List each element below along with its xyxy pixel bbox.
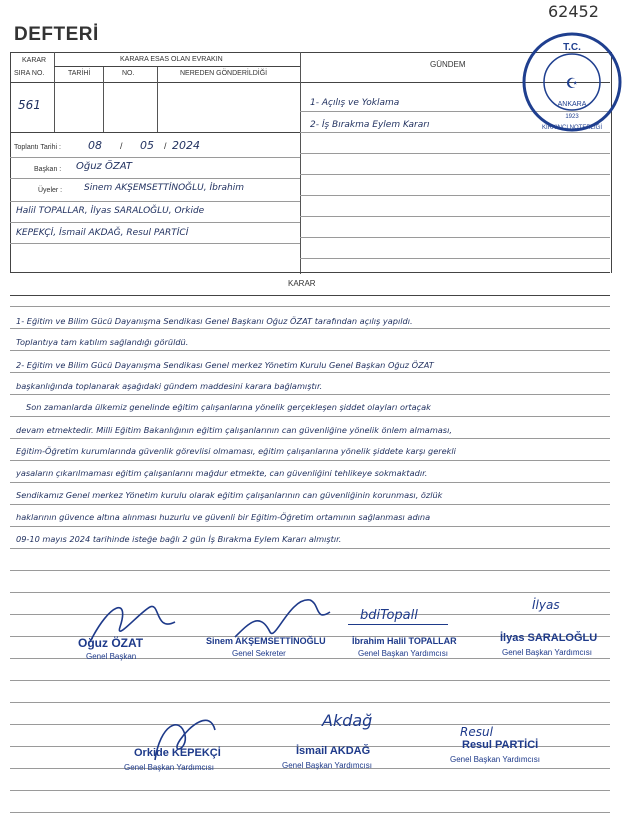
signature-1: [60, 592, 180, 672]
karar-line-7: Eğitim-Öğretim kurumlarında güvenlik görevlisi olmaması, eğitim çalışanlarına yönelik şiddete karşı gerekli: [16, 446, 456, 456]
karar-line-4: başkanlığında toplanarak aşağıdaki gündem maddesini karara bağlamıştır.: [16, 381, 323, 391]
signature-title-4: Genel Başkan Yardımcısı: [502, 648, 592, 657]
tarih-label: Toplantı Tarihi :: [14, 144, 61, 151]
ruled-line: [10, 482, 610, 483]
stamp-top: T.C.: [563, 42, 581, 53]
evrak-label: KARARA ESAS OLAN EVRAKIN: [120, 56, 223, 63]
signature-title-5: Genel Başkan Yardımcısı: [124, 763, 214, 772]
karar-line-11: 09-10 mayıs 2024 tarihinde isteğe bağlı 2 gün İş Bırakma Eylem Kararı almıştır.: [16, 534, 342, 544]
gundem-item-2: 2- İş Bırakma Eylem Kararı: [310, 120, 430, 130]
baskan-label: Başkan :: [34, 166, 62, 173]
gonderen-label: NEREDEN GÖNDERİLDİĞİ: [180, 70, 268, 77]
stamp-bottom: KIRKINCI NOTERLİĞİ: [541, 125, 603, 131]
signature-name-1: Oğuz ÖZAT: [78, 636, 144, 650]
signature-name-4: İlyas SARALOĞLU: [500, 632, 598, 644]
ruled-line: [10, 702, 610, 703]
tarih-month: 05: [140, 139, 154, 152]
signature-name-5: Orkide KEPEKÇİ: [134, 747, 221, 759]
signature-scribble-3: bdiTopall: [360, 608, 418, 623]
date-separator: /: [120, 141, 123, 151]
ruled-line: [10, 306, 610, 307]
sira-no-label: SIRA NO.: [14, 70, 45, 77]
ruled-line: [10, 460, 610, 461]
signature-title-3: Genel Başkan Yardımcısı: [358, 649, 448, 658]
sira-no-value: 561: [18, 98, 41, 112]
signature-scribble-4: İlyas: [532, 598, 560, 612]
karar-line-10: haklarının güvence altına alınması huzurlu ve güvenli bir Eğitim-Öğretim ortamının sağlanması adına: [16, 512, 431, 522]
karar-line-9: Sendikamız Genel merkez Yönetim kurulu olarak eğitim çalışanlarının can güvenliğinin korunması, özlük: [16, 490, 443, 500]
ruled-line: [10, 394, 610, 395]
karar-line-8: yasaların çıkarılmaması eğitim çalışanlarını mağdur etmekte, can güvenliğini tehlikeye sokmaktadır.: [16, 468, 428, 478]
signature-title-6: Genel Başkan Yardımcısı: [282, 761, 372, 770]
ruled-line: [10, 812, 610, 813]
signature-name-6: İsmail AKDAĞ: [296, 745, 371, 757]
karar-line-5: Son zamanlarda ülkemiz genelinde eğitim çalışanlarına yönelik gerçekleşen şiddet olayları ortaçak: [26, 402, 431, 412]
page-number: 62452: [548, 2, 599, 21]
signature-scribble-7: Resul: [460, 725, 493, 739]
column-divider: [300, 52, 301, 274]
signature-title-2: Genel Sekreter: [232, 649, 286, 658]
uyeler-label: Üyeler :: [38, 187, 63, 194]
tarih-day: 08: [88, 139, 102, 152]
signature-4: [492, 592, 617, 672]
notary-stamp: [520, 30, 624, 134]
ruled-line: [10, 790, 610, 791]
uyeler-line-1: Sinem AKŞEMSETTİNOĞLU, İbrahim: [84, 183, 245, 193]
ruled-line: [10, 328, 610, 329]
ruled-line: [10, 350, 610, 351]
signature-name-7: Resul PARTİCİ: [462, 739, 539, 751]
ruled-line: [10, 504, 610, 505]
karar-line-3: 2- Eğitim ve Bilim Gücü Dayanışma Sendikası Genel merkez Yönetim Kurulu Genel Başkan Oğuz ÖZAT: [16, 360, 434, 370]
signature-7: [446, 705, 576, 785]
crescent-star-icon: ☪: [565, 75, 579, 91]
signature-name-3: İbrahim Halil TOPALLAR: [352, 636, 457, 646]
signature-title-1: Genel Başkan: [86, 652, 137, 661]
ruled-line: [10, 548, 610, 549]
ruled-line: [10, 372, 610, 373]
ruled-line: [10, 526, 610, 527]
signature-2: [200, 592, 326, 672]
ruled-line: [10, 438, 610, 439]
ruled-line: [10, 680, 610, 681]
stamp-middle: ANKARA: [557, 101, 587, 108]
page-title: DEFTERİ: [14, 24, 99, 45]
signature-scribble-6: Akdağ: [322, 711, 373, 730]
karar-line-6: devam etmektedir. Milli Eğitim Bakanlığının eğitim çalışanlarının can güvenliğine yönelik önlem almaması,: [16, 425, 452, 435]
uyeler-line-2: Halil TOPALLAR, İlyas SARALOĞLU, Orkide: [16, 206, 205, 216]
ruled-line: [10, 416, 610, 417]
baskan-value: Oğuz ÖZAT: [76, 161, 132, 172]
no-label: NO.: [122, 70, 135, 77]
signature-title-7: Genel Başkan Yardımcısı: [450, 755, 540, 764]
signature-6: [282, 705, 412, 785]
date-separator: /: [164, 141, 167, 151]
karar-line-2: Toplantıya tam katılım sağlandığı görüldü.: [16, 337, 189, 347]
uyeler-line-3: KEPEKÇİ, İsmail AKDAĞ, Resul PARTİCİ: [16, 228, 189, 238]
tarihi-label: TARİHİ: [68, 70, 91, 77]
signature-3: [340, 592, 470, 672]
ruled-line: [10, 570, 610, 571]
karar-line-1: 1- Eğitim ve Bilim Gücü Dayanışma Sendikası Genel Başkanı Oğuz ÖZAT tarafından açılış yapıldı.: [16, 316, 413, 326]
signature-name-2: Sinem AKŞEMSETTİNOĞLU: [206, 636, 326, 646]
karar-section-label: KARAR: [288, 279, 316, 288]
tarih-year: 2024: [172, 139, 200, 152]
karar-label: KARAR: [22, 57, 47, 64]
gundem-item-1: 1- Açılış ve Yoklama: [310, 98, 400, 108]
gundem-label: GÜNDEM: [430, 60, 466, 69]
signature-5: [120, 705, 240, 785]
stamp-year: 1923: [565, 114, 579, 120]
